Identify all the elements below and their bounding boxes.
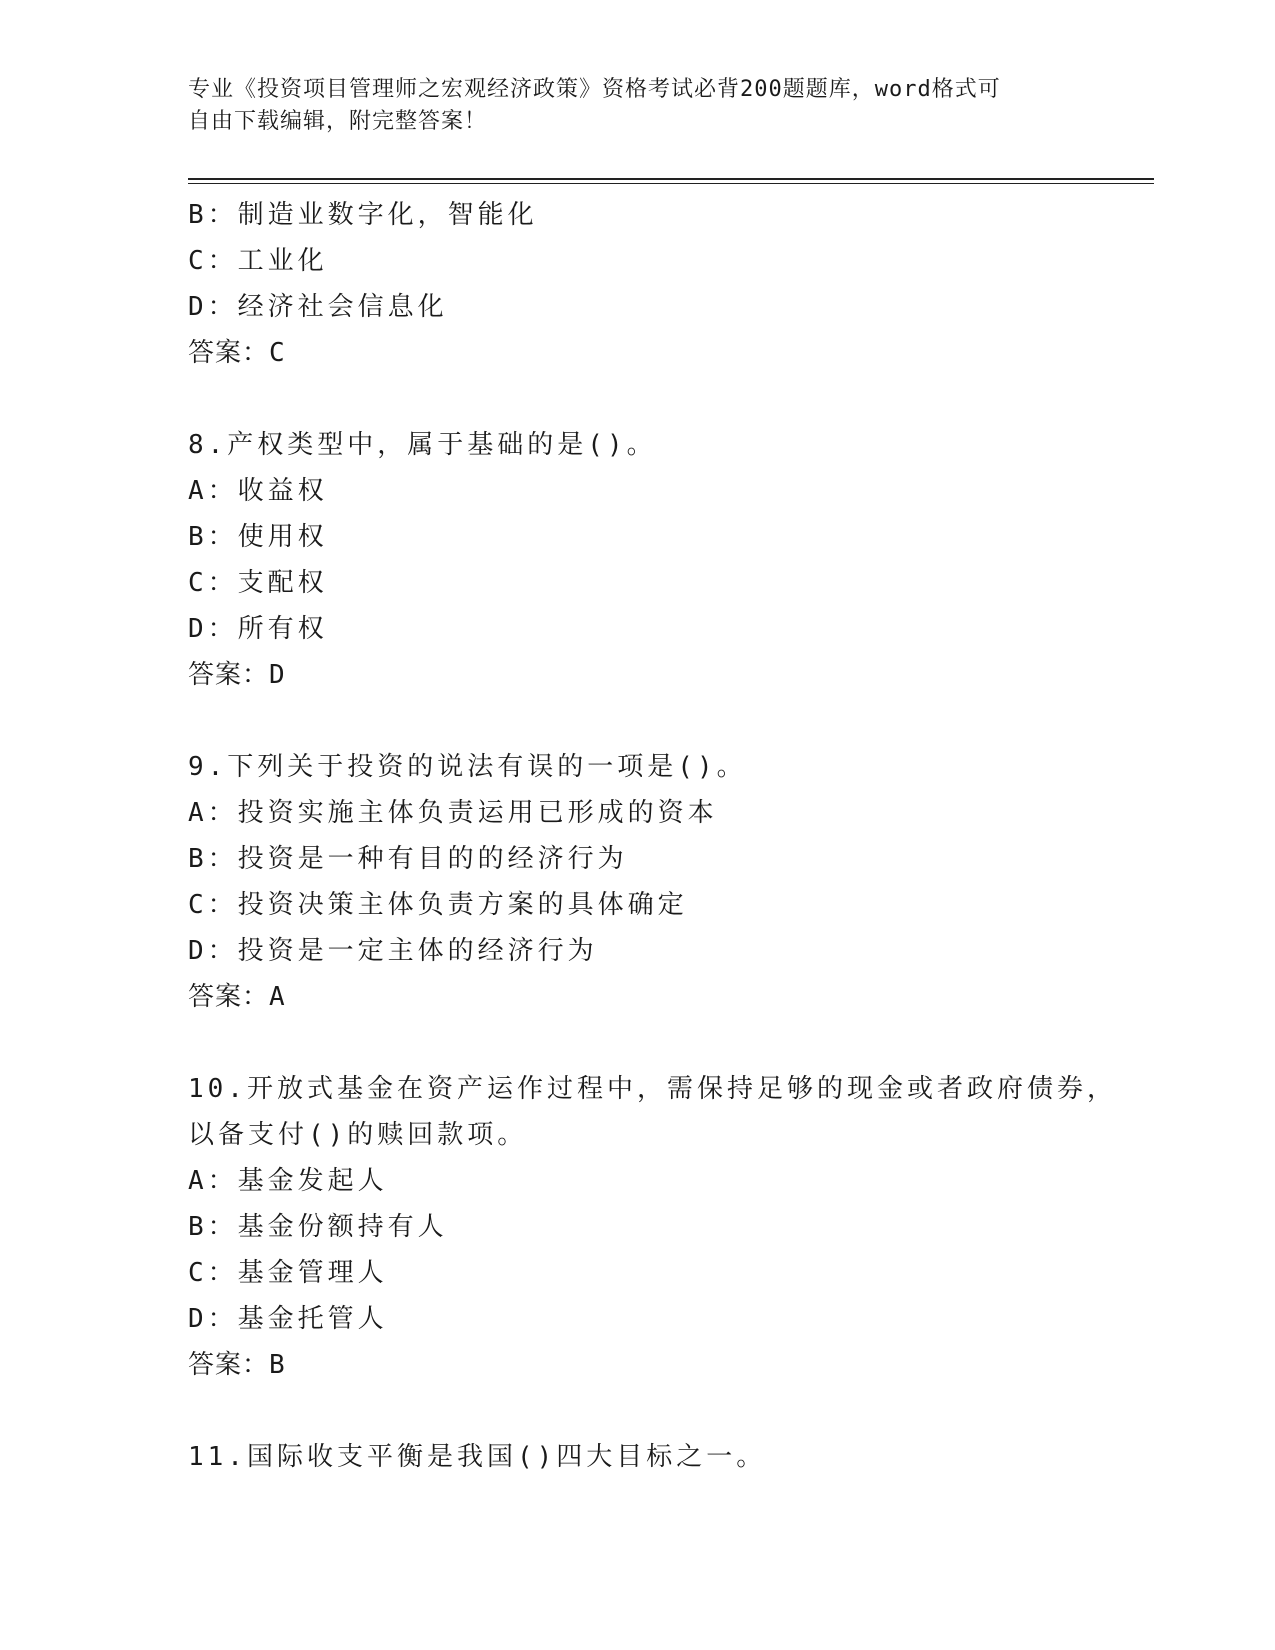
option-a: A：投资实施主体负责运用已形成的资本 bbox=[188, 798, 718, 828]
answer: 答案：D bbox=[188, 660, 286, 690]
option-c: C：工业化 bbox=[188, 246, 328, 276]
question-11 bbox=[188, 1434, 1154, 1480]
question-text: 9.下列关于投资的说法有误的一项是()。 bbox=[188, 752, 747, 782]
option-b: B：投资是一种有目的的经济行为 bbox=[188, 844, 628, 874]
question-7-continued bbox=[188, 192, 1154, 376]
header-rule-thin bbox=[188, 183, 1154, 184]
option-d: D：基金托管人 bbox=[188, 1304, 388, 1334]
option-c: C：投资决策主体负责方案的具体确定 bbox=[188, 890, 688, 920]
option-a: A：收益权 bbox=[188, 476, 328, 506]
option-d: D：投资是一定主体的经济行为 bbox=[188, 936, 598, 966]
option-b: B：制造业数字化，智能化 bbox=[188, 200, 538, 230]
question-list bbox=[188, 192, 1154, 1480]
question-10 bbox=[188, 1066, 1154, 1388]
option-a: A：基金发起人 bbox=[188, 1166, 388, 1196]
header-line-2: 自由下载编辑，附完整答案！ bbox=[188, 109, 488, 134]
option-c: C：支配权 bbox=[188, 568, 328, 598]
question-8 bbox=[188, 422, 1154, 698]
option-c: C：基金管理人 bbox=[188, 1258, 388, 1288]
question-9 bbox=[188, 744, 1154, 1020]
answer: 答案：B bbox=[188, 1350, 286, 1380]
option-d: D：所有权 bbox=[188, 614, 328, 644]
header-rule-thick bbox=[188, 178, 1154, 180]
question-text: 11.国际收支平衡是我国()四大目标之一。 bbox=[188, 1442, 767, 1472]
header-line-1: 专业《投资项目管理师之宏观经济政策》资格考试必背200题题库，word格式可 bbox=[188, 77, 1001, 102]
answer: 答案：A bbox=[188, 982, 286, 1012]
answer: 答案：C bbox=[188, 338, 286, 368]
document-header bbox=[188, 74, 1068, 138]
option-b: B：基金份额持有人 bbox=[188, 1212, 448, 1242]
option-d: D：经济社会信息化 bbox=[188, 292, 448, 322]
question-text-line-1: 10.开放式基金在资产运作过程中，需保持足够的现金或者政府债券， bbox=[188, 1074, 1117, 1104]
option-b: B：使用权 bbox=[188, 522, 328, 552]
question-text-line-2: 以备支付()的赎回款项。 bbox=[188, 1120, 528, 1150]
question-text: 8.产权类型中，属于基础的是()。 bbox=[188, 430, 657, 460]
